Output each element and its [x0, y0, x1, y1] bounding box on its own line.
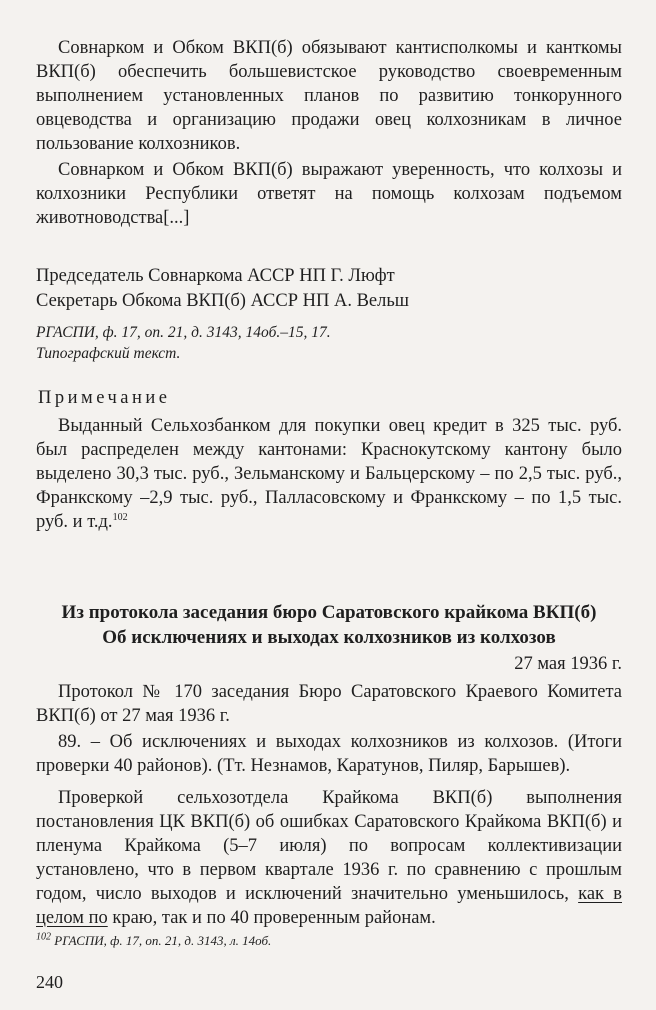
document-title: [36, 600, 622, 650]
footnote-number: 102: [36, 931, 51, 943]
signature-chairman: Председатель Совнаркома АССР НП Г. Люфт: [36, 266, 395, 286]
protocol-heading: Протокол № 170 заседания Бюро Саратовского Краевого Комитета ВКП(б) от 27 мая 1936 г.: [36, 682, 622, 726]
signatures: [36, 264, 622, 314]
note-body: Выданный Сельхозбанком для покупки овец кредит в 325 тыс. руб. был распределен между кантонами: Краснокутскому кантону было выделено 30,3 тыс. руб., Зельманскому и Бальцерскому – по 2,5 тыс. руб., Франкскому –2,9 тыс. руб., Палласовскому и Франкскому – по 1,5 тыс. руб. и т.д.: [36, 416, 622, 532]
page-number: 240: [36, 972, 63, 992]
archive-reference: РГАСПИ, ф. 17, оп. 21, д. 3143, 14об.–15, 17.: [36, 324, 331, 341]
signature-secretary: Секретарь Обкома ВКП(б) АССР НП А. Вельш: [36, 291, 410, 311]
paragraph-confidence: Совнарком и Обком ВКП(б) выражают уверенность, что колхозы и колхозники Республики ответят на помощь колхозам подъемом животноводства[...]: [36, 160, 622, 228]
paragraph-inspection: [36, 786, 622, 930]
note-text: [36, 414, 622, 534]
title-line-2: Об исключениях и выходах колхозников из колхозов: [102, 627, 556, 648]
source-type: Типографский текст.: [36, 345, 181, 362]
inspection-end: краю, так и по 40 проверенным районам.: [107, 908, 436, 928]
title-line-1: Из протокола заседания бюро Саратовского крайкома ВКП(б): [61, 602, 597, 623]
document-page: [36, 36, 622, 950]
underlined-phrase: как в целом по: [36, 884, 622, 928]
footnote-ref: 102: [112, 511, 128, 523]
archive-source: [36, 322, 622, 364]
agenda-item: 89. – Об исключениях и выходах колхозников из колхозов. (Итоги проверки 40 районов). (Тт. Незнамов, Каратунов, Пиляр, Барышев).: [36, 732, 622, 776]
note-heading: Примечание: [38, 388, 171, 408]
paragraph-obligation: Совнарком и Обком ВКП(б) обязывают кантисполкомы и канткомы ВКП(б) обеспечить большевистское руководство своевременным выполнением установленных планов по развитию тонкорунного овцеводства и организацию продажи овец колхозникам в личное пользование колхозников.: [36, 38, 622, 154]
inspection-text: Проверкой сельхозотдела Крайкома ВКП(б) выполнения постановления ЦК ВКП(б) об ошибках Саратовского Крайкома ВКП(б) и пленума Крайкома (5–7 июля) по вопросам коллективизации установлено, что в первом квартале 1936 г. по сравнению с прошлым годом, число выходов и исключений значительно уменьшилось,: [36, 788, 622, 904]
footnote: [36, 932, 622, 950]
footnote-text: РГАСПИ, ф. 17, оп. 21, д. 3143, л. 14об.: [51, 933, 272, 948]
document-date: 27 мая 1936 г.: [514, 654, 622, 674]
